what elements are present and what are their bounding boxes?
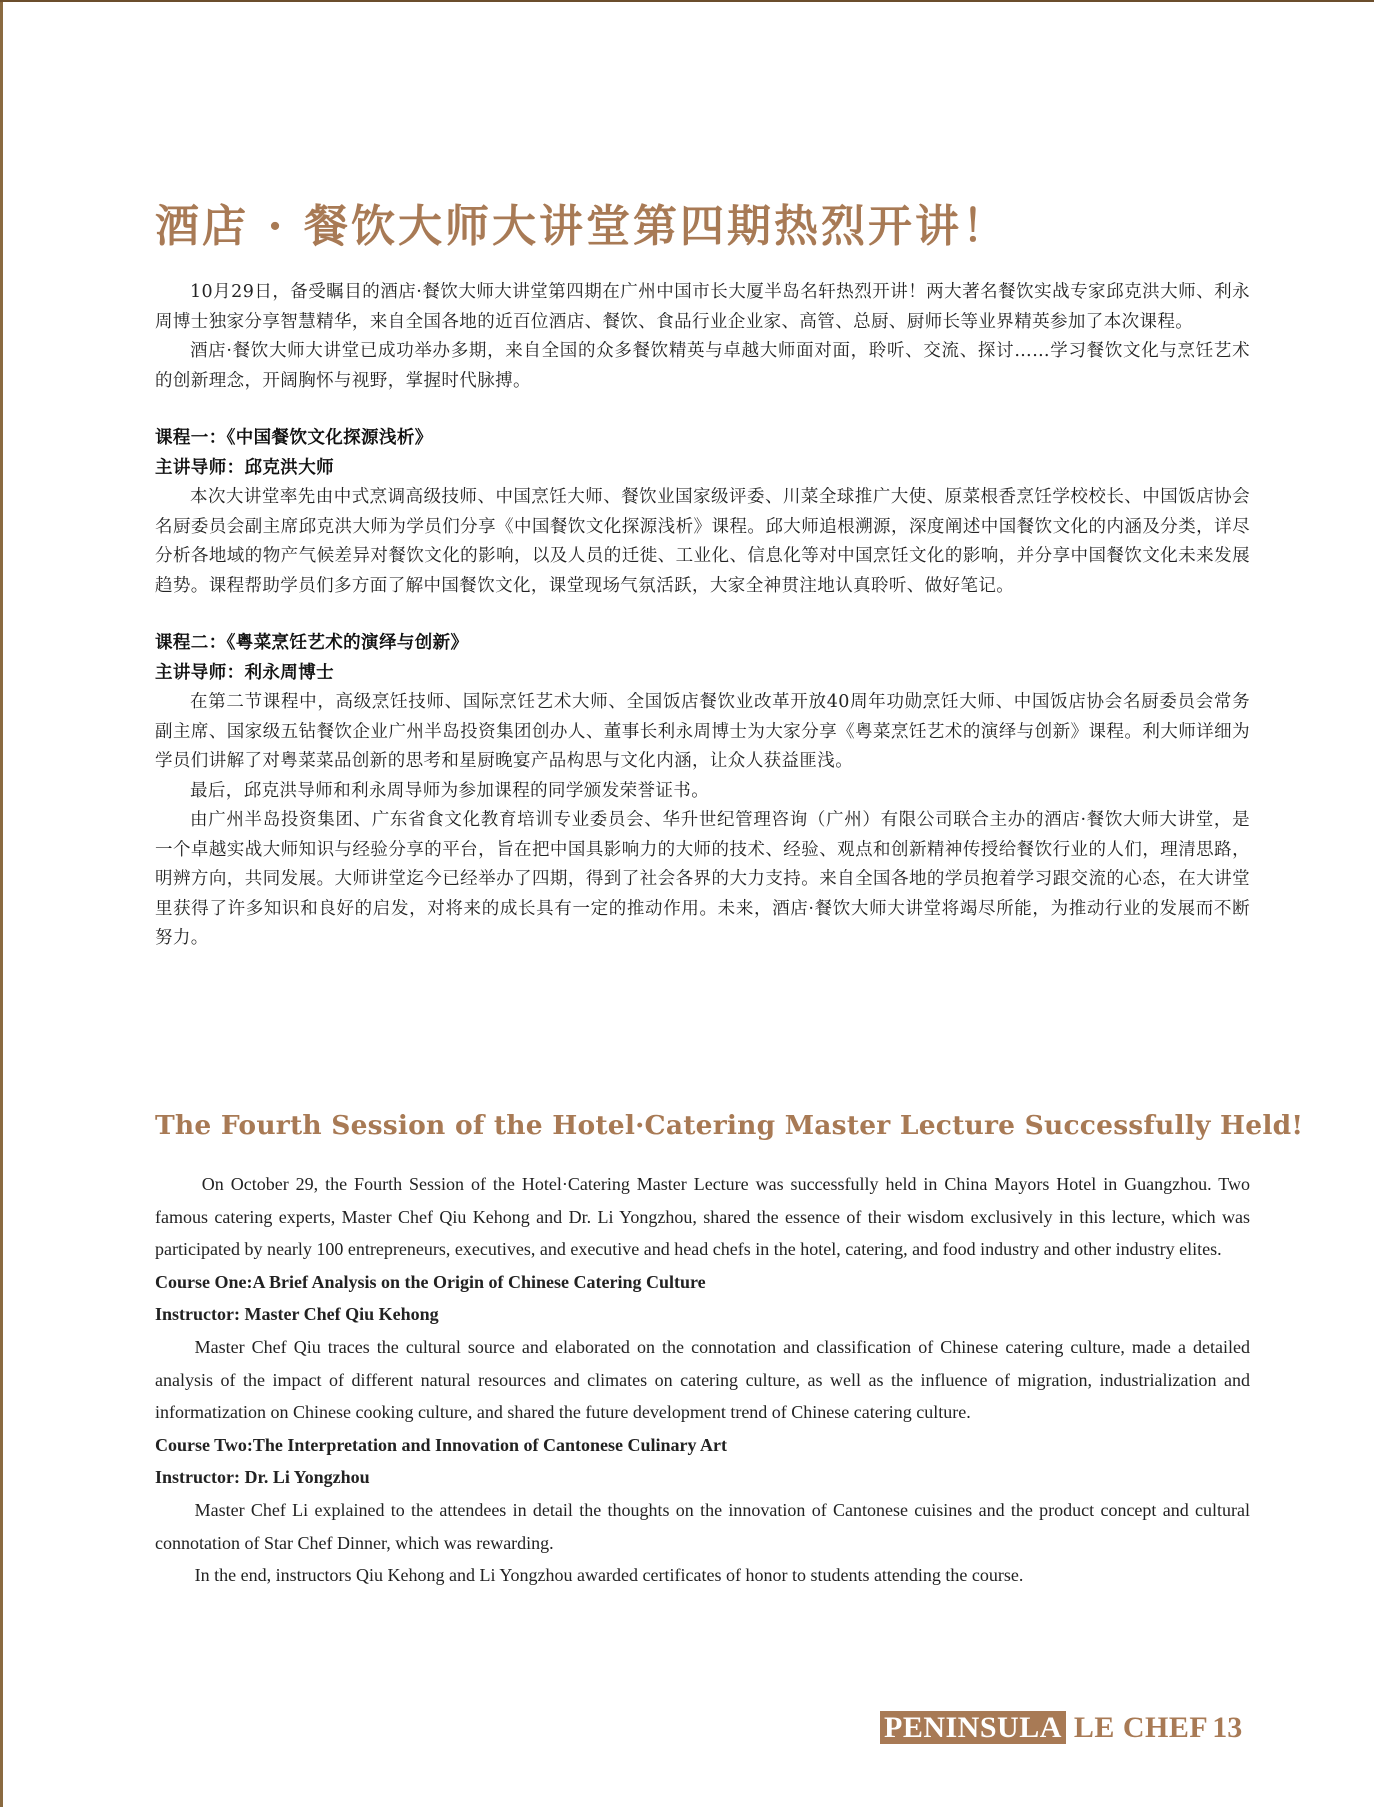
english-course-two-body: Master Chef Li explained to the attendees in detail the thoughts on the innovation of Cantonese cuisines and the product concept and cultural connotation of Star Chef Dinner, which was rewarding.: [155, 1499, 1250, 1553]
english-article-body: [155, 1168, 1250, 1592]
footer-brand-label: PENINSULA: [880, 1711, 1066, 1744]
english-intro-paragraph: On October 29, the Fourth Session of the Hotel·Catering Master Lecture was successfully held in China Mayors Hotel in Guangzhou. Two famous catering experts, Master Chef Qiu Kehong and Dr. Li Yongzhou, shared the essence of their wisdom exclusively in this lecture, which was participated by nearly 100 entrepreneurs, executives, and executive and head chefs in the hotel, catering, and food industry and other industry elites.: [155, 1174, 1250, 1260]
spacer: [155, 396, 1250, 424]
english-course-one-instructor: Instructor: Master Chef Qiu Kehong: [155, 1304, 439, 1325]
english-course-two-instructor: Instructor: Dr. Li Yongzhou: [155, 1467, 370, 1488]
english-headline: The Fourth Session of the Hotel·Catering Master Lecture Successfully Held!: [155, 1110, 1304, 1141]
chinese-course-two-body: 在第二节课程中，高级烹饪技师、国际烹饪艺术大师、全国饭店餐饮业改革开放40周年功勋烹饪大师、中国饭店协会名厨委员会常务副主席、国家级五钻餐饮企业广州半岛投资集团创办人、董事长利永周博士为大家分享《粤菜烹饪艺术的演绎与创新》课程。利大师详细为学员们讲解了对粤菜菜品创新的思考和星厨晚宴产品构思与文化内涵，让众人获益匪浅。: [155, 692, 1250, 771]
chinese-course-two-instructor: 主讲导师：利永周博士: [155, 662, 334, 683]
page-footer: [880, 1711, 1242, 1745]
chinese-course-one-instructor: 主讲导师：邱克洪大师: [155, 457, 334, 478]
chinese-intro-paragraph-1: 10月29日，备受瞩目的酒店·餐饮大师大讲堂第四期在广州中国市长大厦半岛名轩热烈开讲！两大著名餐饮实战专家邱克洪大师、利永周博士独家分享智慧精华，来自全国各地的近百位酒店、餐饮、食品行业企业家、高管、总厨、厨师长等业界精英参加了本次课程。: [155, 282, 1250, 332]
chinese-headline: 酒店 · 餐饮大师大讲堂第四期热烈开讲！: [155, 201, 1009, 252]
spacer: [155, 601, 1250, 629]
chinese-closing-paragraph-2: 由广州半岛投资集团、广东省食文化教育培训专业委员会、华升世纪管理咨询（广州）有限公司联合主办的酒店·餐饮大师大讲堂，是一个卓越实战大师知识与经验分享的平台，旨在把中国具影响力的大师的技术、经验、观点和创新精神传授给餐饮行业的人们，理清思路，明辨方向，共同发展。大师讲堂迄今已经举办了四期，得到了社会各界的大力支持。来自全国各地的学员抱着学习跟交流的心态，在大讲堂里获得了许多知识和良好的启发，对将来的成长具有一定的推动作用。未来，酒店·餐饮大师大讲堂将竭尽所能，为推动行业的发展而不断努力。: [155, 810, 1250, 948]
footer-page-number: 13: [1212, 1711, 1243, 1744]
footer-magazine-name: LE CHEF: [1073, 1711, 1209, 1744]
english-course-one-body: Master Chef Qiu traces the cultural source and elaborated on the connotation and classification of Chinese catering culture, made a detailed analysis of the impact of different natural resources and climates on catering culture, as well as the influence of migration, industrialization and informatization on Chinese cooking culture, and shared the future development trend of Chinese catering culture.: [155, 1336, 1250, 1423]
chinese-closing-paragraph-1: 最后，邱克洪导师和利永周导师为参加课程的同学颁发荣誉证书。: [190, 780, 710, 801]
page-edge-top: [0, 0, 1374, 2]
chinese-intro-paragraph-2: 酒店·餐饮大师大讲堂已成功举办多期，来自全国的众多餐饮精英与卓越大师面对面，聆听、交流、探讨……学习餐饮文化与烹饪艺术的创新理念，开阔胸怀与视野，掌握时代脉搏。: [155, 341, 1250, 391]
english-course-two-title: Course Two:The Interpretation and Innovation of Cantonese Culinary Art: [155, 1434, 728, 1455]
chinese-article-body: [155, 278, 1250, 954]
english-course-one-title: Course One:A Brief Analysis on the Origin of Chinese Catering Culture: [155, 1271, 706, 1292]
chinese-course-one-title: 课程一：《中国餐饮文化探源浅析》: [155, 428, 433, 448]
page-edge-left: [0, 0, 3, 1807]
chinese-course-two-title: 课程二：《粤菜烹饪艺术的演绎与创新》: [155, 633, 469, 653]
chinese-course-one-body: 本次大讲堂率先由中式烹调高级技师、中国烹饪大师、餐饮业国家级评委、川菜全球推广大使、原菜根香烹饪学校校长、中国饭店协会名厨委员会副主席邱克洪大师为学员们分享《中国餐饮文化探源浅析》课程。邱大师追根溯源，深度阐述中国餐饮文化的内涵及分类，详尽分析各地域的物产气候差异对餐饮文化的影响，以及人员的迁徙、工业化、信息化等对中国烹饪文化的影响，并分享中国餐饮文化未来发展趋势。课程帮助学员们多方面了解中国餐饮文化，课堂现场气氛活跃，大家全神贯注地认真聆听、做好笔记。: [155, 487, 1250, 596]
english-closing-paragraph: In the end, instructors Qiu Kehong and Li Yongzhou awarded certificates of honor to students attending the course.: [194, 1565, 1024, 1586]
